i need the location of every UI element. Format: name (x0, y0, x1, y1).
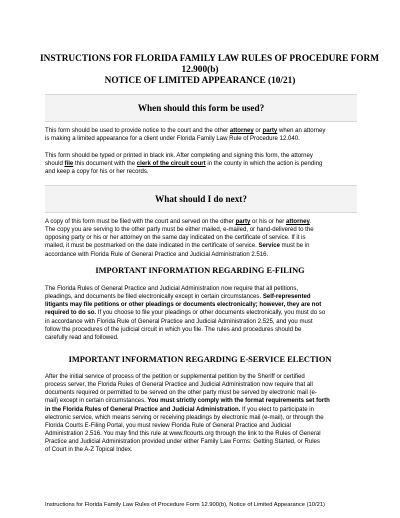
glossary-term-service: Service (258, 243, 280, 250)
paragraph-purpose: This form should be used to provide notice to the court and the other attorney or party when an attorney is making a limited appearance for a client under Florida Family Law Rule of Procedure 12.040. (45, 128, 326, 143)
glossary-link-party-2[interactable]: party (235, 219, 251, 225)
glossary-link-attorney-2[interactable]: attorney (286, 219, 310, 225)
title-line-2: 12.900(b) (181, 65, 219, 76)
document-title (40, 54, 380, 88)
glossary-link-clerk[interactable]: clerk of the circuit court (136, 161, 206, 168)
paragraph-filing: This form should be typed or printed in black ink. After completing and signing this form, the attorney should file this document with the clerk of the circuit court in the county in which the action is pending and keep a copy for his or her records. (45, 153, 323, 176)
glossary-link-attorney[interactable]: attorney (229, 128, 254, 134)
paragraph-efiling: The Florida Rules of General Practice and Judicial Administration now require that all petitions, pleadings, and documents be filed electronically except in certain circumstances. Self-represented litigants may file petitions or other pleadings or documents electronically; however, they are not required to do so. If you choose to file your pleadings or other documents electronically, you must do so in accordance with Florida Rule of General Practice and Judicial Administration 2.525, and you must follow the procedures of the judicial circuit in which you file. The rules and procedures should be carefully read and followed. (45, 286, 326, 341)
glossary-link-file[interactable]: file (64, 161, 74, 168)
page-footer: Instructions for Florida Family Law Rules of Procedure Form 12.900(b), Notice of Limited Appearance (10/21) (45, 502, 325, 508)
section-heading-what-next: What should I do next? (45, 185, 357, 213)
section-heading-efiling: IMPORTANT INFORMATION REGARDING E-FILING (95, 266, 305, 275)
paragraph-eservice: After the initial service of process of the petition or supplemental petition by the Sheriff or certified process server, the Florida Rules of General Practice and Judicial Administration now require that all documents required or permitted to be served on the other party must be served by electronic mail (e- mail) except in certain circumstances. You must strictly comply with the format requirements set forth in the Florida Rules of General Practice and Judicial Administration. If you elect to participate in electronic service, which means serving or receiving pleadings by electronic mail (e-mail), or through the Florida Courts E-Filing Portal, you must review Florida Rule of General Practice and Judicial Administration 2.516. You may find this rule at www.flcourts.org through the link to the Rules of General Practice and Judicial Administration provided under either Family Law Forms: Getting Started, or Rules of Court in the A-Z Topical Index. (45, 374, 330, 454)
glossary-link-party[interactable]: party (262, 128, 278, 134)
section-heading-eservice: IMPORTANT INFORMATION REGARDING E-SERVICE ELECTION (68, 355, 332, 364)
title-line-1: INSTRUCTIONS FOR FLORIDA FAMILY LAW RULES OF PROCEDURE FORM (40, 54, 380, 64)
title-line-3: NOTICE OF LIMITED APPEARANCE (10/21) (104, 76, 296, 87)
section-heading-when-used: When should this form be used? (45, 94, 357, 122)
paragraph-service: A copy of this form must be filed with the court and served on the other party or his or her attorney. The copy you are serving to the other party must be either mailed, e-mailed, or hand-delivered to the opposing party or his or her attorney on the same day indicated on the certificate of service. If it is mailed, it must be postmarked on the date indicated in the certificate of service. Service must be in accordance with Florida Rule of General Practice and Judicial Administration 2.516. (45, 219, 314, 258)
